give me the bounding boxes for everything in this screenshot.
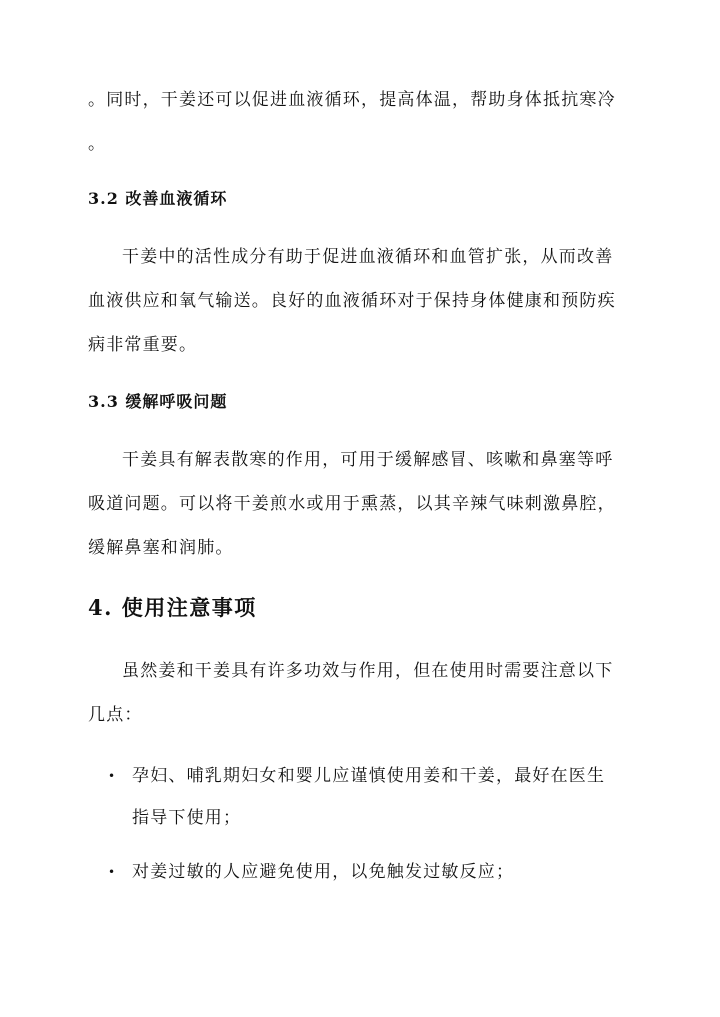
section-3-2-line-3: 病非常重要。 <box>88 335 198 355</box>
section-3-2-line-1: 干姜中的活性成分有助于促进血液循环和血管扩张，从而改善 <box>122 247 614 267</box>
section-4-intro-line-2: 几点： <box>88 705 143 725</box>
section-4-intro-line-1: 虽然姜和干姜具有许多功效与作用，但在使用时需要注意以下 <box>122 661 614 681</box>
section-3-3-line-1: 干姜具有解表散寒的作用，可用于缓解感冒、咳嗽和鼻塞等呼 <box>122 450 614 470</box>
bullet-2-line-1: 对姜过敏的人应避免使用，以免触发过敏反应； <box>132 862 515 882</box>
section-3-3-line-3: 缓解鼻塞和润肺。 <box>88 538 234 558</box>
section-3-2-heading: 3.2 改善血液循环 <box>88 189 228 208</box>
section-4-heading: 4. 使用注意事项 <box>88 595 257 620</box>
section-3-3-heading: 3.3 缓解呼吸问题 <box>88 392 228 411</box>
bullet-1-line-1: 孕妇、哺乳期妇女和婴儿应谨慎使用姜和干姜，最好在医生 <box>132 766 606 786</box>
bullet-marker-2: • <box>108 865 116 879</box>
bullet-1-line-2: 指导下使用； <box>132 808 242 828</box>
section-3-3-line-2: 吸道问题。可以将干姜煎水或用于熏蒸，以其辛辣气味刺激鼻腔， <box>88 494 616 514</box>
section-3-2-line-2: 血液供应和氧气输送。良好的血液循环对于保持身体健康和预防疾 <box>88 291 616 311</box>
bullet-marker-1: • <box>108 769 116 783</box>
intro-line-2: 。 <box>88 134 107 154</box>
intro-line-1: 。同时，干姜还可以促进血液循环，提高体温，帮助身体抵抗寒冷 <box>88 90 616 110</box>
